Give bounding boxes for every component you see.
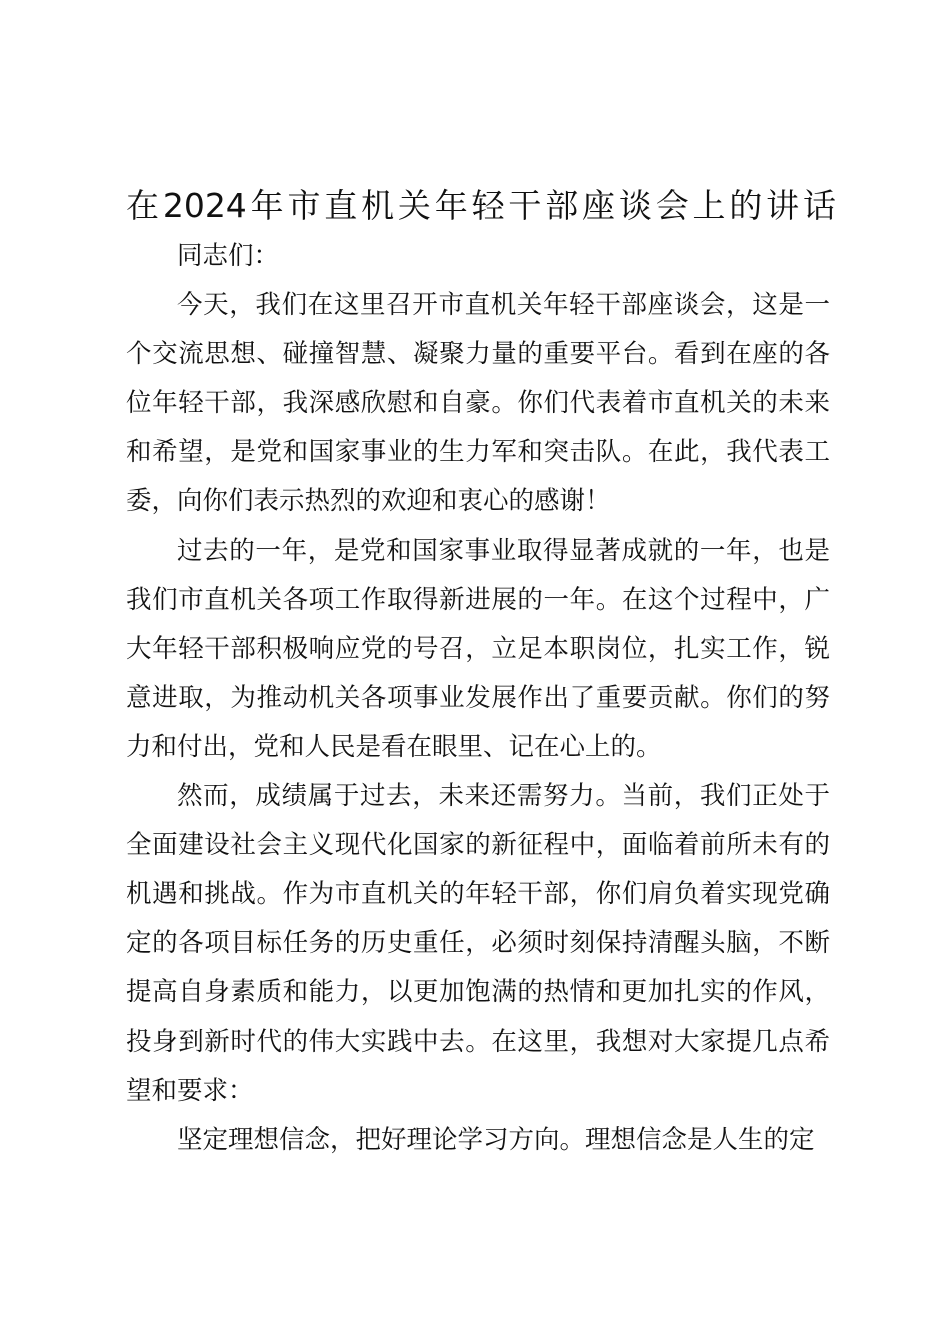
paragraph-ideals: 坚定理想信念，把好理论学习方向。理想信念是人生的定 [177, 1124, 815, 1155]
paragraph-challenges: 然而，成绩属于过去，未来还需努力。当前，我们正处于全面建设社会主义现代化国家的新征程中，面临着前所未有的机遇和挑战。作为市直机关的年轻干部，你们肩负着实现党确定的各项目标任务的历史重任，必须时刻保持清醒头脑，不断提高自身素质和能力，以更加饱满的热情和更加扎实的作风，投身到新时代的伟大实践中去。在这里，我想对大家提几点希望和要求： [126, 781, 830, 1106]
document-title: 在2024年市直机关年轻干部座谈会上的讲话 [126, 186, 836, 225]
salutation: 同志们： [177, 241, 280, 271]
paragraph-past-year: 过去的一年，是党和国家事业取得显著成就的一年，也是我们市直机关各项工作取得新进展的一年。在这个过程中，广大年轻干部积极响应党的号召，立足本职岗位，扎实工作，锐意进取，为推动机关各项事业发展作出了重要贡献。你们的努力和付出，党和人民是看在眼里、记在心上的。 [126, 535, 830, 762]
paragraph-opening: 今天，我们在这里召开市直机关年轻干部座谈会，这是一个交流思想、碰撞智慧、凝聚力量的重要平台。看到在座的各位年轻干部，我深感欣慰和自豪。你们代表着市直机关的未来和希望，是党和国家事业的生力军和突击队。在此，我代表工委，向你们表示热烈的欢迎和衷心的感谢！ [126, 290, 830, 517]
document-body [126, 232, 830, 1165]
